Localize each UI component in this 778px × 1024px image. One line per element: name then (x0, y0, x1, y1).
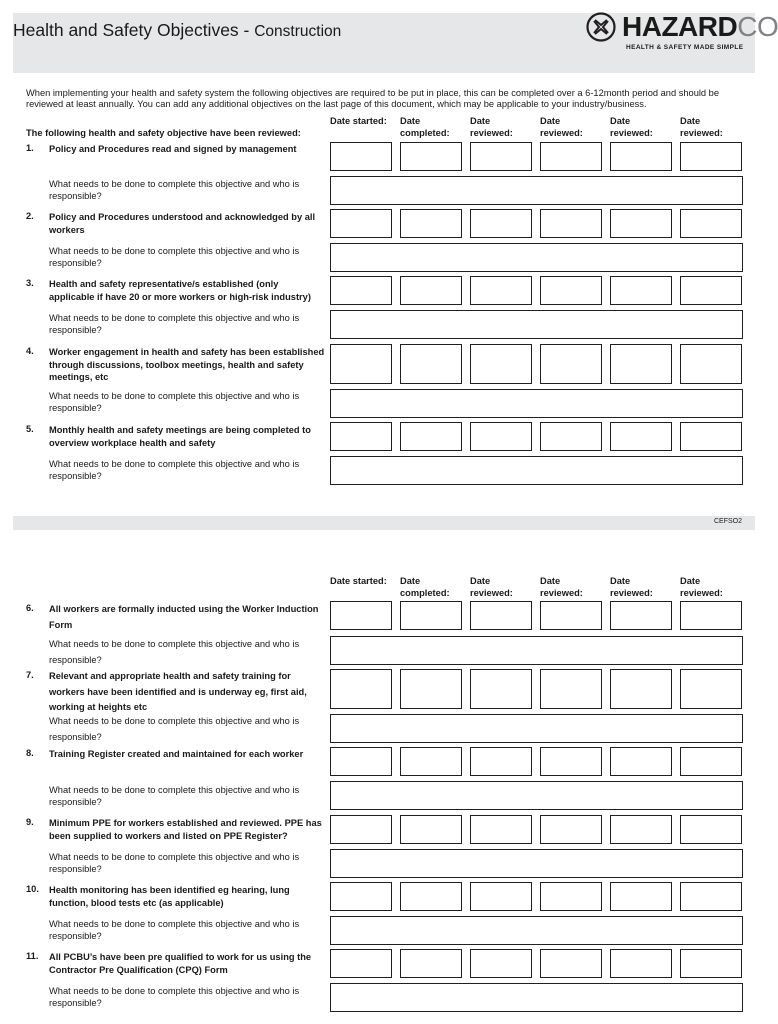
action-responsibility-field[interactable] (330, 176, 743, 205)
date-field[interactable] (330, 276, 392, 305)
date-field[interactable] (610, 815, 672, 844)
date-field[interactable] (400, 601, 462, 630)
date-field[interactable] (400, 815, 462, 844)
date-field[interactable] (610, 422, 672, 451)
date-field[interactable] (610, 209, 672, 238)
objective-question: What needs to be done to complete this objective and who is responsible? (49, 459, 300, 482)
objective-title: Monthly health and safety meetings are being completed to overview workplace health and safety (49, 425, 311, 448)
action-responsibility-field[interactable] (330, 849, 743, 878)
logo-text-main: HAZARD (622, 11, 738, 42)
column-header: Date reviewed: (540, 576, 583, 598)
objective-question: What needs to be done to complete this objective and who is responsible? (49, 639, 300, 665)
objective-title: All PCBU’s have been pre qualified to work for us using the Contractor Pre Qualification (CPQ) Form (49, 952, 312, 975)
date-field[interactable] (470, 882, 532, 911)
date-field[interactable] (330, 815, 392, 844)
objective-question: What needs to be done to complete this objective and who is responsible? (49, 785, 300, 808)
objective-number: 2. (26, 211, 34, 221)
date-field[interactable] (540, 209, 602, 238)
action-responsibility-field[interactable] (330, 636, 743, 665)
date-field[interactable] (540, 276, 602, 305)
date-field[interactable] (540, 669, 602, 709)
action-responsibility-field[interactable] (330, 916, 743, 945)
date-field[interactable] (540, 601, 602, 630)
column-header: Date started: (330, 116, 387, 126)
column-header: Date reviewed: (680, 116, 723, 138)
date-field[interactable] (610, 747, 672, 776)
date-field[interactable] (610, 142, 672, 171)
action-responsibility-field[interactable] (330, 456, 743, 485)
column-header: Date reviewed: (540, 116, 583, 138)
date-field[interactable] (330, 209, 392, 238)
date-field[interactable] (400, 142, 462, 171)
date-field[interactable] (330, 344, 392, 384)
objective-number: 1. (26, 143, 34, 153)
date-field[interactable] (680, 209, 742, 238)
date-field[interactable] (330, 422, 392, 451)
objective-question: What needs to be done to complete this objective and who is responsible? (49, 919, 300, 942)
objective-title: Health and safety representative/s established (only applicable if have 20 or more workers or high-risk industry) (49, 279, 311, 302)
date-field[interactable] (470, 601, 532, 630)
intro-text: When implementing your health and safety system the following objectives are required to be put in place, this can be completed over a 6-12month period and should be reviewed at least annually. You can add any additional objectives on the last page of this document, which may be applicable to your industry/business. (26, 88, 720, 110)
date-field[interactable] (400, 276, 462, 305)
title-main: Health and Safety Objectives - (13, 20, 255, 40)
date-field[interactable] (680, 142, 742, 171)
hazard-x-icon (586, 12, 616, 42)
objective-question: What needs to be done to complete this objective and who is responsible? (49, 391, 300, 414)
action-responsibility-field[interactable] (330, 310, 743, 339)
date-field[interactable] (470, 815, 532, 844)
date-field[interactable] (680, 276, 742, 305)
objective-title: Minimum PPE for workers established and reviewed. PPE has been supplied to workers and listed on PPE Register? (49, 818, 322, 841)
date-field[interactable] (680, 344, 742, 384)
date-field[interactable] (680, 949, 742, 978)
action-responsibility-field[interactable] (330, 781, 743, 810)
date-field[interactable] (540, 344, 602, 384)
objective-number: 7. (26, 670, 34, 680)
date-field[interactable] (610, 669, 672, 709)
objective-title: All workers are formally inducted using the Worker Induction Form (49, 604, 319, 630)
date-field[interactable] (400, 747, 462, 776)
date-field[interactable] (610, 276, 672, 305)
objective-title: Worker engagement in health and safety has been established through discussions, toolbox meetings, health and safety meetings, etc (49, 347, 325, 382)
date-field[interactable] (330, 882, 392, 911)
date-field[interactable] (540, 142, 602, 171)
logo-wordmark (622, 11, 778, 43)
action-responsibility-field[interactable] (330, 243, 743, 272)
date-field[interactable] (470, 344, 532, 384)
objective-question: What needs to be done to complete this objective and who is responsible? (49, 852, 300, 875)
objective-number: 6. (26, 603, 34, 613)
column-header: Date reviewed: (610, 576, 653, 598)
date-field[interactable] (680, 882, 742, 911)
action-responsibility-field[interactable] (330, 389, 743, 418)
date-field[interactable] (470, 142, 532, 171)
objective-number: 9. (26, 817, 34, 827)
objective-number: 8. (26, 748, 34, 758)
objective-number: 3. (26, 278, 34, 288)
date-field[interactable] (540, 422, 602, 451)
date-field[interactable] (400, 422, 462, 451)
date-field[interactable] (470, 422, 532, 451)
objective-number: 11. (26, 951, 39, 961)
date-field[interactable] (610, 344, 672, 384)
date-field[interactable] (540, 882, 602, 911)
page-title (13, 20, 341, 41)
objective-number: 5. (26, 424, 34, 434)
date-field[interactable] (400, 949, 462, 978)
date-field[interactable] (610, 949, 672, 978)
column-header: Date started: (330, 576, 387, 586)
date-field[interactable] (330, 601, 392, 630)
objective-title: Health monitoring has been identified eg hearing, lung function, blood tests etc (as applicable) (49, 885, 290, 908)
date-field[interactable] (400, 209, 462, 238)
footer-bar (13, 516, 755, 530)
logo-tagline: HEALTH & SAFETY MADE SIMPLE (626, 44, 744, 51)
column-header: Date completed: (400, 576, 450, 598)
date-field[interactable] (680, 747, 742, 776)
date-field[interactable] (470, 949, 532, 978)
objective-question: What needs to be done to complete this objective and who is responsible? (49, 179, 300, 202)
hazardco-logo (586, 10, 778, 54)
objective-number: 10. (26, 884, 39, 894)
objective-title: Relevant and appropriate health and safety training for workers have been identified and is underway eg, first aid, working at heights etc (49, 671, 307, 712)
date-field[interactable] (330, 142, 392, 171)
date-field[interactable] (540, 815, 602, 844)
date-field[interactable] (330, 747, 392, 776)
date-field[interactable] (470, 209, 532, 238)
title-sub: Construction (254, 23, 342, 40)
page-code: CEFSO2 (713, 518, 742, 525)
date-field[interactable] (400, 882, 462, 911)
objective-title: Training Register created and maintained for each worker (49, 749, 304, 759)
objective-question: What needs to be done to complete this objective and who is responsible? (49, 313, 300, 336)
date-field[interactable] (680, 601, 742, 630)
date-field[interactable] (330, 949, 392, 978)
date-field[interactable] (540, 747, 602, 776)
date-field[interactable] (680, 815, 742, 844)
column-header: Date reviewed: (470, 116, 513, 138)
column-header: Date reviewed: (610, 116, 653, 138)
objective-title: Policy and Procedures understood and acknowledged by all workers (49, 212, 316, 235)
date-field[interactable] (540, 949, 602, 978)
objective-question: What needs to be done to complete this objective and who is responsible? (49, 246, 300, 269)
objective-title: Policy and Procedures read and signed by management (49, 144, 297, 154)
date-field[interactable] (680, 669, 742, 709)
action-responsibility-field[interactable] (330, 714, 743, 743)
date-field[interactable] (470, 276, 532, 305)
action-responsibility-field[interactable] (330, 983, 743, 1012)
column-header: Date completed: (400, 116, 450, 138)
date-field[interactable] (610, 882, 672, 911)
column-header: Date reviewed: (680, 576, 723, 598)
lead-text: The following health and safety objective have been reviewed: (26, 128, 301, 138)
logo-text-co: CO (737, 11, 778, 42)
date-field[interactable] (400, 669, 462, 709)
date-field[interactable] (400, 344, 462, 384)
objective-question: What needs to be done to complete this objective and who is responsible? (49, 986, 300, 1009)
date-field[interactable] (610, 601, 672, 630)
date-field[interactable] (680, 422, 742, 451)
date-field[interactable] (470, 669, 532, 709)
date-field[interactable] (470, 747, 532, 776)
objective-question: What needs to be done to complete this objective and who is responsible? (49, 716, 300, 742)
date-field[interactable] (330, 669, 392, 709)
column-header: Date reviewed: (470, 576, 513, 598)
objective-number: 4. (26, 346, 34, 356)
